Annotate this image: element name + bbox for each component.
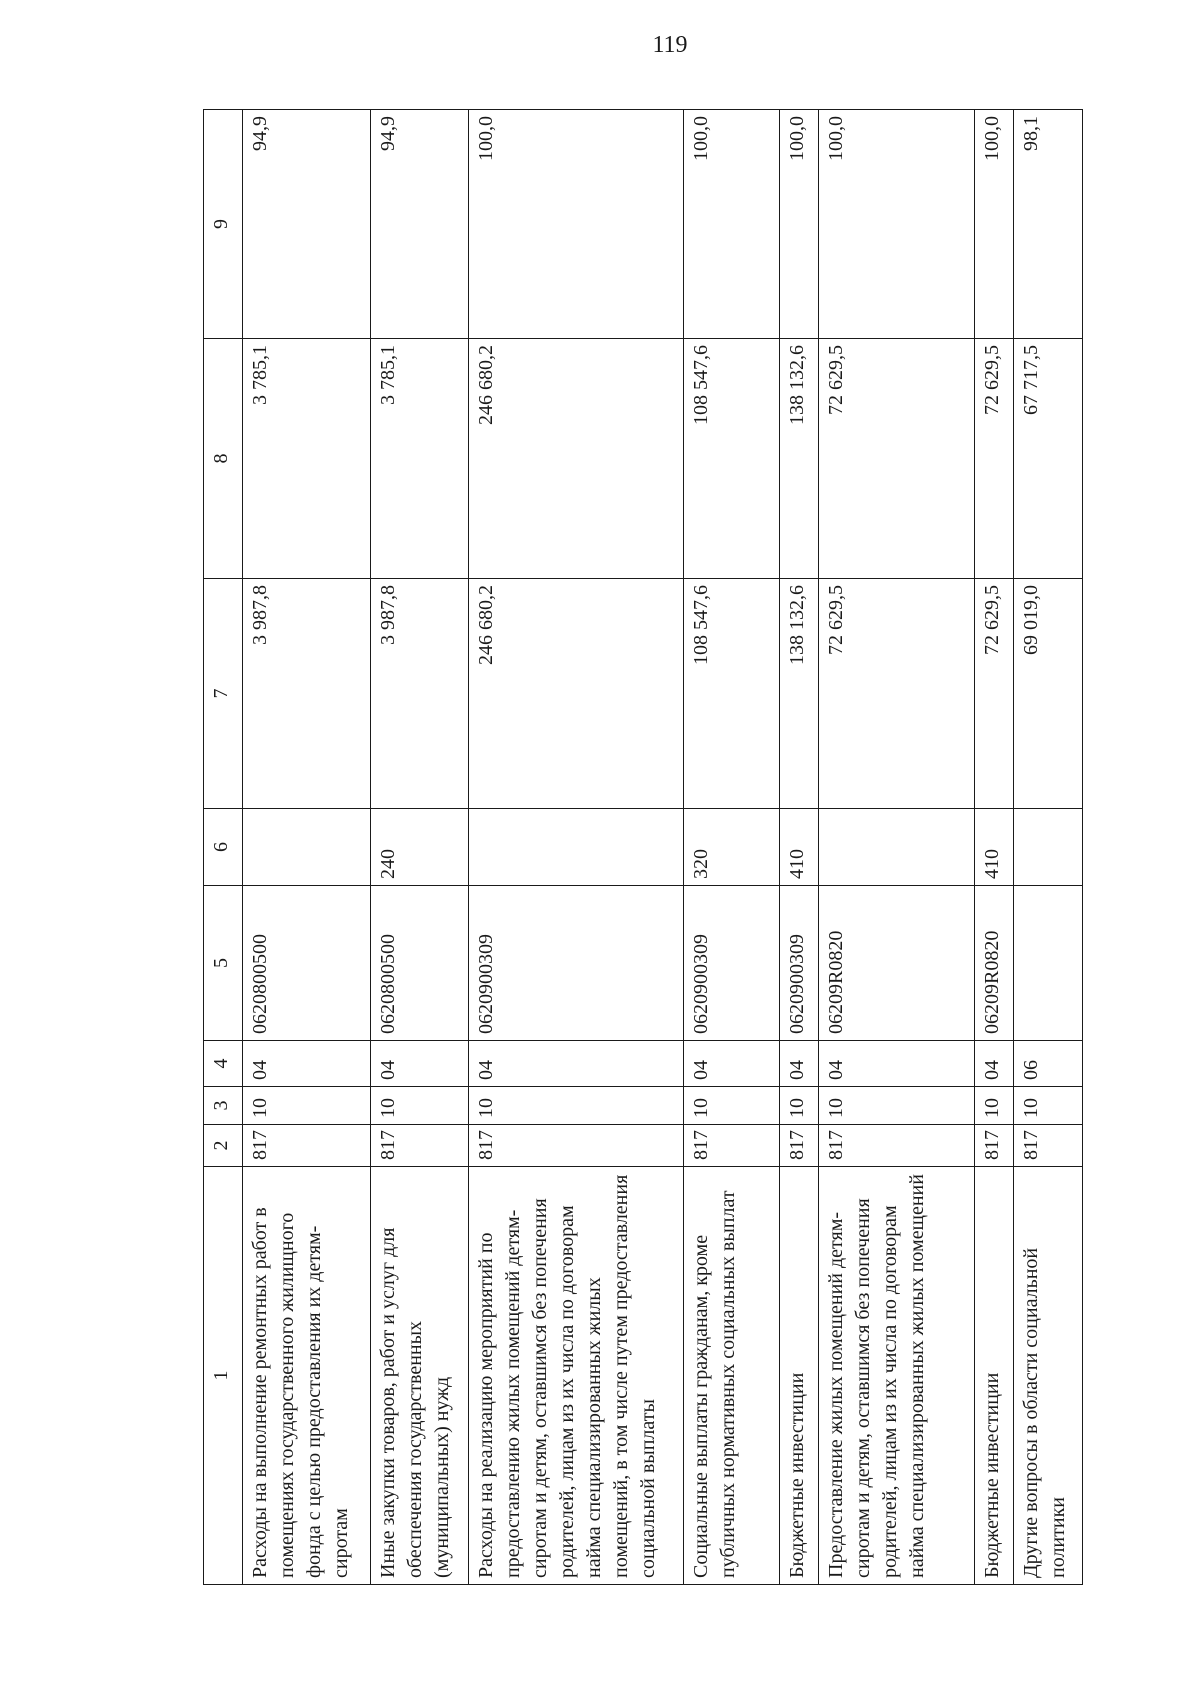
rotated-table-container [203,110,1083,1585]
cell-planned: 246 680,2 [468,579,684,809]
cell-subsection: 04 [780,1041,819,1087]
cell-planned: 69 019,0 [1014,579,1083,809]
table-row [243,110,370,1585]
cell-executed: 72 629,5 [975,339,1014,579]
table-row [684,110,780,1585]
cell-subsection: 04 [370,1041,468,1087]
column-header: 2 [204,1125,243,1167]
column-header: 3 [204,1087,243,1125]
cell-target-article: 0620800500 [370,886,468,1041]
page-number: 119 [652,32,688,58]
cell-section: 10 [1014,1087,1083,1125]
cell-percent: 100,0 [780,110,819,339]
cell-expense-type [1014,809,1083,886]
cell-percent: 94,9 [370,110,468,339]
cell-section: 10 [370,1087,468,1125]
row-description: Бюджетные инвестиции [975,1167,1014,1585]
cell-target-article: 0620900309 [780,886,819,1041]
table-row [780,110,819,1585]
cell-ministry-code: 817 [1014,1125,1083,1167]
cell-percent: 98,1 [1014,110,1083,339]
cell-ministry-code: 817 [975,1125,1014,1167]
cell-section: 10 [684,1087,780,1125]
cell-planned: 108 547,6 [684,579,780,809]
column-header: 4 [204,1041,243,1087]
budget-table [203,109,1083,1585]
cell-target-article: 06209R0820 [975,886,1014,1041]
cell-expense-type: 410 [975,809,1014,886]
cell-section: 10 [243,1087,370,1125]
cell-section: 10 [468,1087,684,1125]
cell-executed: 67 717,5 [1014,339,1083,579]
cell-target-article: 0620900309 [684,886,780,1041]
cell-target-article: 0620800500 [243,886,370,1041]
cell-expense-type: 410 [780,809,819,886]
cell-target-article: 06209R0820 [819,886,975,1041]
cell-subsection: 06 [1014,1041,1083,1087]
cell-subsection: 04 [468,1041,684,1087]
row-description: Расходы на выполнение ремонтных работ в помещениях государственного жилищного фонда с целью предоставления их детям-сиротам [243,1167,370,1585]
table-row [819,110,975,1585]
cell-subsection: 04 [684,1041,780,1087]
table-row [370,110,468,1585]
cell-planned: 138 132,6 [780,579,819,809]
cell-percent: 94,9 [243,110,370,339]
cell-ministry-code: 817 [243,1125,370,1167]
row-description: Другие вопросы в области социальной политики [1014,1167,1083,1585]
row-description: Предоставление жилых помещений детям-сиротам и детям, оставшимся без попечения родителей, лицам из их числа по договорам найма специализированных жилых помещений [819,1167,975,1585]
column-header: 1 [204,1167,243,1585]
row-description: Иные закупки товаров, работ и услуг для обеспечения государственных (муниципальных) нужд [370,1167,468,1585]
cell-percent: 100,0 [684,110,780,339]
cell-ministry-code: 817 [780,1125,819,1167]
table-row [468,110,684,1585]
cell-section: 10 [819,1087,975,1125]
cell-executed: 3 785,1 [370,339,468,579]
cell-subsection: 04 [819,1041,975,1087]
cell-expense-type: 320 [684,809,780,886]
cell-section: 10 [780,1087,819,1125]
row-description: Социальные выплаты гражданам, кроме публичных нормативных социальных выплат [684,1167,780,1585]
cell-expense-type [468,809,684,886]
cell-ministry-code: 817 [468,1125,684,1167]
cell-executed: 72 629,5 [819,339,975,579]
cell-planned: 3 987,8 [370,579,468,809]
cell-ministry-code: 817 [819,1125,975,1167]
cell-expense-type [243,809,370,886]
cell-subsection: 04 [975,1041,1014,1087]
row-description: Расходы на реализацию мероприятий по предоставлению жилых помещений детям-сиротам и детям, оставшимся без попечения родителей, лицам из их числа по договорам найма специализированных жилых помещений, в том числе путем предоставления социальной выплаты [468,1167,684,1585]
cell-expense-type: 240 [370,809,468,886]
row-description: Бюджетные инвестиции [780,1167,819,1585]
column-header: 7 [204,579,243,809]
column-header: 6 [204,809,243,886]
cell-planned: 3 987,8 [243,579,370,809]
cell-percent: 100,0 [819,110,975,339]
cell-ministry-code: 817 [684,1125,780,1167]
column-number-row [204,110,243,1585]
cell-executed: 3 785,1 [243,339,370,579]
cell-planned: 72 629,5 [975,579,1014,809]
cell-percent: 100,0 [468,110,684,339]
column-header: 8 [204,339,243,579]
table-row [1014,110,1083,1585]
cell-executed: 108 547,6 [684,339,780,579]
cell-ministry-code: 817 [370,1125,468,1167]
cell-target-article: 0620900309 [468,886,684,1041]
column-header: 5 [204,886,243,1041]
cell-target-article [1014,886,1083,1041]
cell-planned: 72 629,5 [819,579,975,809]
cell-executed: 138 132,6 [780,339,819,579]
cell-percent: 100,0 [975,110,1014,339]
column-header: 9 [204,110,243,339]
table-row [975,110,1014,1585]
cell-subsection: 04 [243,1041,370,1087]
cell-executed: 246 680,2 [468,339,684,579]
cell-section: 10 [975,1087,1014,1125]
cell-expense-type [819,809,975,886]
